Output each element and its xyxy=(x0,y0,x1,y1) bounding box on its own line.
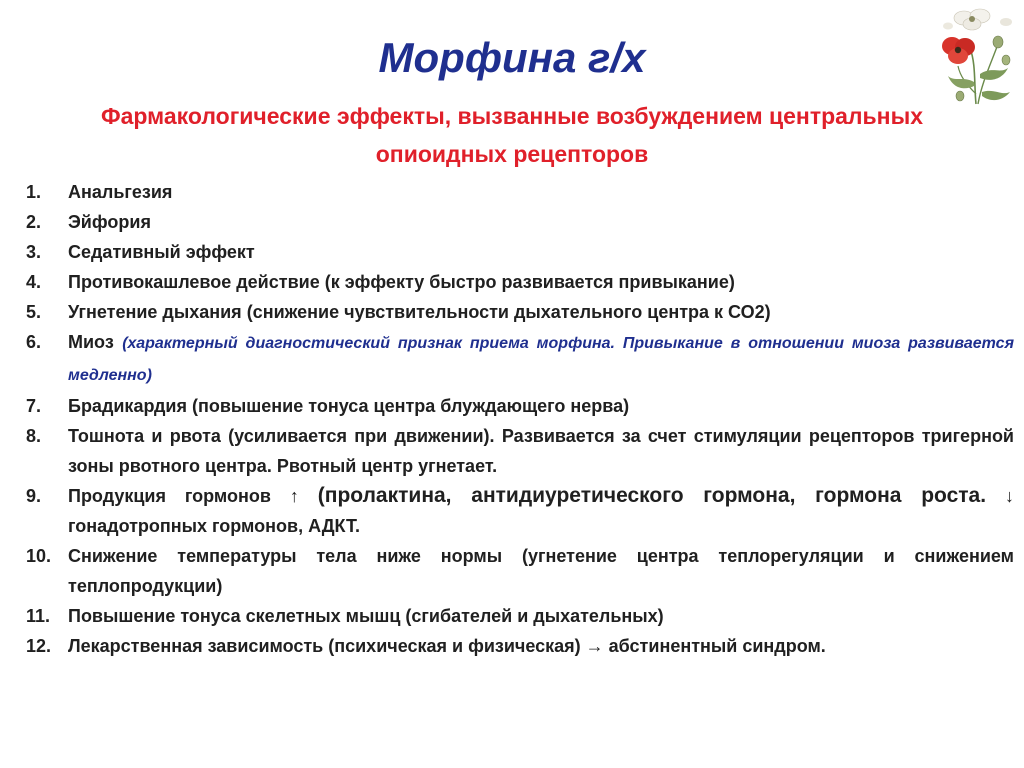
item-text-large: (пролактина, антидиуретического гормона, гормона роста. xyxy=(317,484,987,507)
item-text: Противокашлевое действие (к эффекту быстро развивается привыкание) xyxy=(68,272,735,292)
list-item xyxy=(26,237,1014,267)
item-text-group xyxy=(68,481,1014,541)
item-text: Снижение температуры тела ниже нормы (угнетение центра теплорегуляции и снижением теплопродукции) xyxy=(68,546,1014,596)
item-text: Седативный эффект xyxy=(68,242,255,262)
list-item xyxy=(26,631,1014,661)
list-item xyxy=(26,207,1014,237)
list-item xyxy=(26,267,1014,297)
item-number: 5. xyxy=(26,302,42,322)
item-number: 12. xyxy=(26,636,52,656)
item-text: Брадикардия (повышение тонуса центра блуждающего нерва) xyxy=(68,396,630,416)
list-item xyxy=(26,177,1014,207)
list-item xyxy=(26,481,1014,541)
item-note: (характерный диагностический признак приема морфина. Привыкание в отношении миоза развивается медленно) xyxy=(68,335,1014,384)
item-number: 3. xyxy=(26,242,42,262)
item-text: гонадотропных гормонов, АДКТ. xyxy=(68,516,360,536)
item-text: Миоз xyxy=(68,332,114,352)
item-text: Анальгезия xyxy=(68,182,173,202)
list-item xyxy=(26,297,1014,327)
item-text-group xyxy=(68,327,1014,391)
item-number: 4. xyxy=(26,272,42,292)
item-number: 8. xyxy=(26,426,42,446)
item-number: 11. xyxy=(26,606,51,626)
item-number: 1. xyxy=(26,182,42,202)
item-number: 10. xyxy=(26,546,52,566)
list-item xyxy=(26,601,1014,631)
arrow-down-icon: ↓ xyxy=(1004,486,1014,506)
item-text: Лекарственная зависимость (психическая и физическая) → абстинентный синдром. xyxy=(68,636,826,656)
list-item xyxy=(26,391,1014,421)
item-text: Продукция гормонов xyxy=(68,486,271,506)
list-item xyxy=(26,421,1014,481)
arrow-up-icon: ↑ xyxy=(289,486,299,506)
item-number: 6. xyxy=(26,332,42,352)
item-number: 7. xyxy=(26,396,42,416)
slide-title: Морфина г/х xyxy=(378,34,646,81)
item-number: 2. xyxy=(26,212,42,232)
slide-subtitle: Фармакологические эффекты, вызванные возбуждением центральных опиоидных рецепторов xyxy=(100,103,924,167)
item-text: Повышение тонуса скелетных мышц (сгибателей и дыхательных) xyxy=(68,606,664,626)
list-item xyxy=(26,327,1014,391)
item-text: Эйфория xyxy=(68,212,151,232)
effects-list xyxy=(26,177,1014,661)
list-item xyxy=(26,541,1014,601)
item-text: Угнетение дыхания (снижение чувствительности дыхательного центра к СО2) xyxy=(68,302,771,322)
item-number: 9. xyxy=(26,486,42,506)
item-text: Тошнота и рвота (усиливается при движении). Развивается за счет стимуляции рецепторов тригерной зоны рвотного центра. Рвотный центр угнетает. xyxy=(68,426,1014,476)
poppy-illustration-icon xyxy=(936,4,1020,108)
